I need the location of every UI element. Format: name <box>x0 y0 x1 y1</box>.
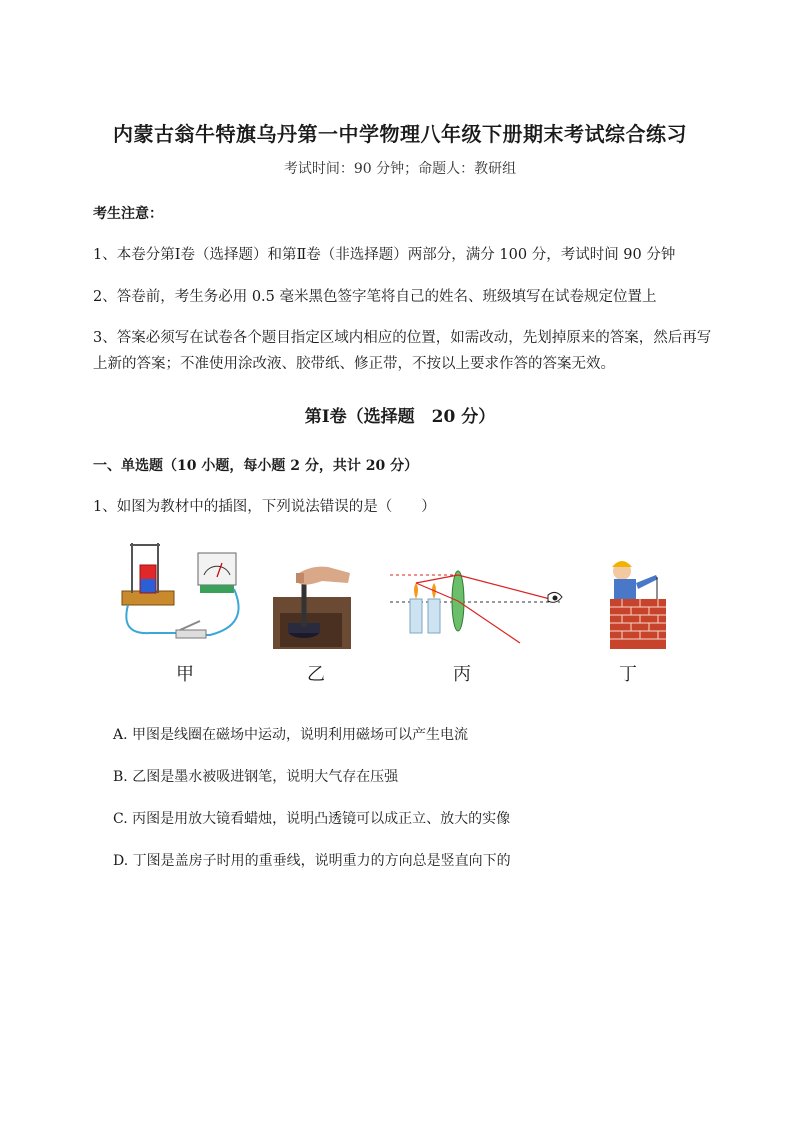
figure-bing-illustration <box>390 571 562 643</box>
page-title: 内蒙古翁牛特旗乌丹第一中学物理八年级下册期末考试综合练习 <box>113 122 687 146</box>
figure-label-bing: 丙 <box>453 664 471 685</box>
figure-label-yi: 乙 <box>307 664 325 685</box>
section-title: 第Ⅰ卷（选择题 20 分） <box>304 407 496 427</box>
option-b[interactable]: B. 乙图是墨水被吸进钢笔，说明大气存在压强 <box>113 769 399 785</box>
part-heading: 一、单选题（10 小题，每小题 2 分，共计 20 分） <box>93 458 419 474</box>
notice-item-2: 2、答卷前，考生务必用 0.5 毫米黑色签字笔将自己的姓名、班级填写在试卷规定位置上 <box>93 289 657 305</box>
figure-jia-illustration <box>122 543 239 638</box>
figure-label-jia: 甲 <box>176 664 194 685</box>
option-a[interactable]: A. 甲图是线圈在磁场中运动，说明利用磁场可以产生电流 <box>113 727 469 743</box>
notice-heading: 考生注意： <box>93 206 163 222</box>
option-d[interactable]: D. 丁图是盖房子时用的重垂线，说明重力的方向总是竖直向下的 <box>113 853 511 869</box>
figure-yi-illustration <box>273 567 351 649</box>
exam-info: 考试时间：90 分钟；命题人：教研组 <box>283 161 517 177</box>
option-c[interactable]: C. 丙图是用放大镜看蜡烛，说明凸透镜可以成正立、放大的实像 <box>113 811 511 827</box>
question-stem: 1、如图为教材中的插图，下列说法错误的是（ ） <box>93 499 436 515</box>
notice-item-3: 3、答案必须写在试卷各个题目指定区域内相应的位置，如需改动，先划掉原来的答案，然后再写上新的答案；不准使用涂改液、胶带纸、修正带，不按以上要求作答的答案无效。 <box>93 330 712 372</box>
notice-item-1: 1、本卷分第Ⅰ卷（选择题）和第Ⅱ卷（非选择题）两部分，满分 100 分，考试时间 90 分钟 <box>93 247 676 263</box>
figure-label-ding: 丁 <box>619 664 637 685</box>
figure-ding-illustration <box>610 561 666 649</box>
